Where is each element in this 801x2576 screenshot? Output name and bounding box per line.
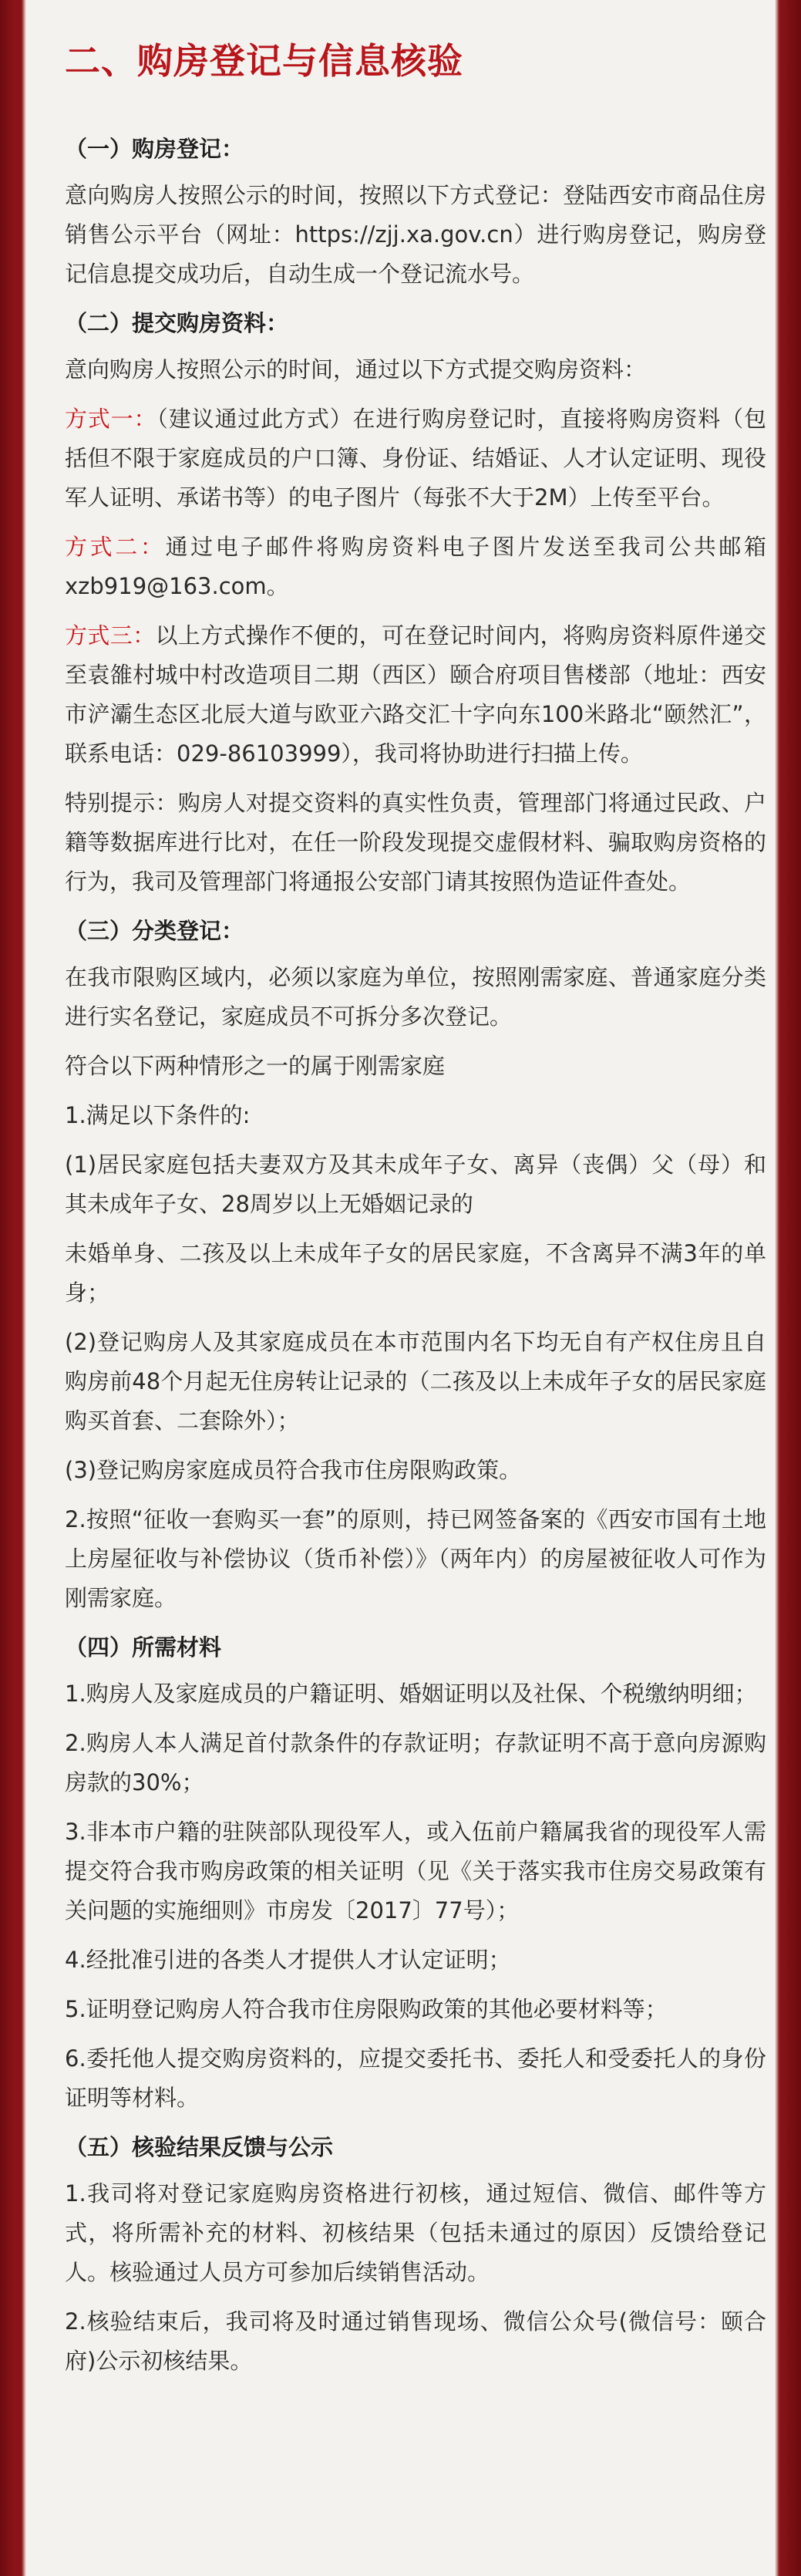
document-content <box>65 34 766 2391</box>
section-heading-required-materials: （四）所需材料 <box>65 1634 222 1661</box>
special-notice: 特别提示：购房人对提交资料的真实性负责，管理部门将通过民政、户籍等数据库进行比对，在任一阶段发现提交虚假材料、骗取购房资格的行为，我司及管理部门将通报公安部门请其按照伪造证件查处。 <box>65 790 766 895</box>
method-three <box>65 616 766 774</box>
classification-para-1: 在我市限购区域内，必须以家庭为单位，按照刚需家庭、普通家庭分类进行实名登记，家庭成员不可拆分多次登记。 <box>65 964 766 1030</box>
classification-para-6: (2)登记购房人及其家庭成员在本市范围内名下均无自有产权住房且自购房前48个月起无住房转让记录的（二孩及以上未成年子女的居民家庭购买首套、二套除外）； <box>65 1329 766 1434</box>
paper-panel <box>28 0 773 2576</box>
classification-para-4: (1)居民家庭包括夫妻双方及其未成年子女、离异（丧偶）父（母）和其未成年子女、28周岁以上无婚姻记录的 <box>65 1151 766 1217</box>
registration-paragraph: 意向购房人按照公示的时间，按照以下方式登记：登陆西安市商品住房销售公示平台（网址：https://zjj.xa.gov.cn）进行购房登记，购房登记信息提交成功后，自动生成一个登记流水号。 <box>65 182 766 287</box>
submit-intro: 意向购房人按照公示的时间，通过以下方式提交购房资料： <box>65 356 647 383</box>
method-three-text: 以上方式操作不便的，可在登记时间内，将购房资料原件递交至袁雒村城中村改造项目二期（西区）颐合府项目售楼部（地址：西安市浐灞生态区北辰大道与欧亚六路交汇十字向东100米路北“颐然汇”，联系电话：029-86103999），我司将协助进行扫描上传。 <box>65 622 766 767</box>
materials-item-3: 3.非本市户籍的驻陕部队现役军人，或入伍前户籍属我省的现役军人需提交符合我市购房政策的相关证明（见《关于落实我市住房交易政策有关问题的实施细则》市房发〔2017〕77号）； <box>65 1819 766 1924</box>
materials-item-2: 2.购房人本人满足首付款条件的存款证明；存款证明不高于意向房源购房款的30%； <box>65 1730 766 1795</box>
method-two <box>65 528 766 606</box>
classification-para-5: 未婚单身、二孩及以上未成年子女的居民家庭，不含离异不满3年的单身； <box>65 1240 766 1306</box>
page-title: 二、购房登记与信息核验 <box>65 40 463 82</box>
classification-para-8: 2.按照“征收一套购买一套”的原则，持已网签备案的《西安市国有土地上房屋征收与补偿协议（货币补偿）》（两年内）的房屋被征收人可作为刚需家庭。 <box>65 1506 766 1611</box>
method-three-label: 方式三： <box>65 622 156 649</box>
classification-para-3: 1.满足以下条件的: <box>65 1102 251 1128</box>
method-two-text: 通过电子邮件将购房资料电子图片发送至我司公共邮箱xzb919@163.com。 <box>65 534 766 599</box>
section-heading-classification: （三）分类登记： <box>65 918 244 944</box>
method-two-label: 方式二： <box>65 534 166 560</box>
classification-para-7: (3)登记购房家庭成员符合我市住房限购政策。 <box>65 1457 522 1483</box>
verification-item-2: 2.核验结束后，我司将及时通过销售现场、微信公众号(微信号：颐合府)公示初核结果。 <box>65 2308 766 2374</box>
verification-item-1: 1.我司将对登记家庭购房资格进行初核，通过短信、微信、邮件等方式，将所需补充的材料、初核结果（包括未通过的原因）反馈给登记人。核验通过人员方可参加后续销售活动。 <box>65 2180 766 2285</box>
section-heading-submit-materials: （二）提交购房资料： <box>65 310 289 336</box>
materials-item-6: 6.委托他人提交购房资料的，应提交委托书、委托人和受委托人的身份证明等材料。 <box>65 2045 766 2111</box>
method-one <box>65 400 766 518</box>
classification-para-2: 符合以下两种情形之一的属于刚需家庭 <box>65 1053 446 1079</box>
materials-item-5: 5.证明登记购房人符合我市住房限购政策的其他必要材料等； <box>65 1996 668 2022</box>
method-one-label: 方式一： <box>65 406 157 432</box>
method-one-text: （建议通过此方式）在进行购房登记时，直接将购房资料（包括但不限于家庭成员的户口簿、身份证、结婚证、人才认定证明、现役军人证明、承诺书等）的电子图片（每张不大于2M）上传至平台。 <box>65 406 766 511</box>
materials-item-1: 1.购房人及家庭成员的户籍证明、婚姻证明以及社保、个税缴纳明细； <box>65 1681 757 1707</box>
section-heading-registration: （一）购房登记： <box>65 136 244 162</box>
section-heading-verification: （五）核验结果反馈与公示 <box>65 2134 334 2160</box>
materials-item-4: 4.经批准引进的各类人才提供人才认定证明； <box>65 1947 511 1973</box>
